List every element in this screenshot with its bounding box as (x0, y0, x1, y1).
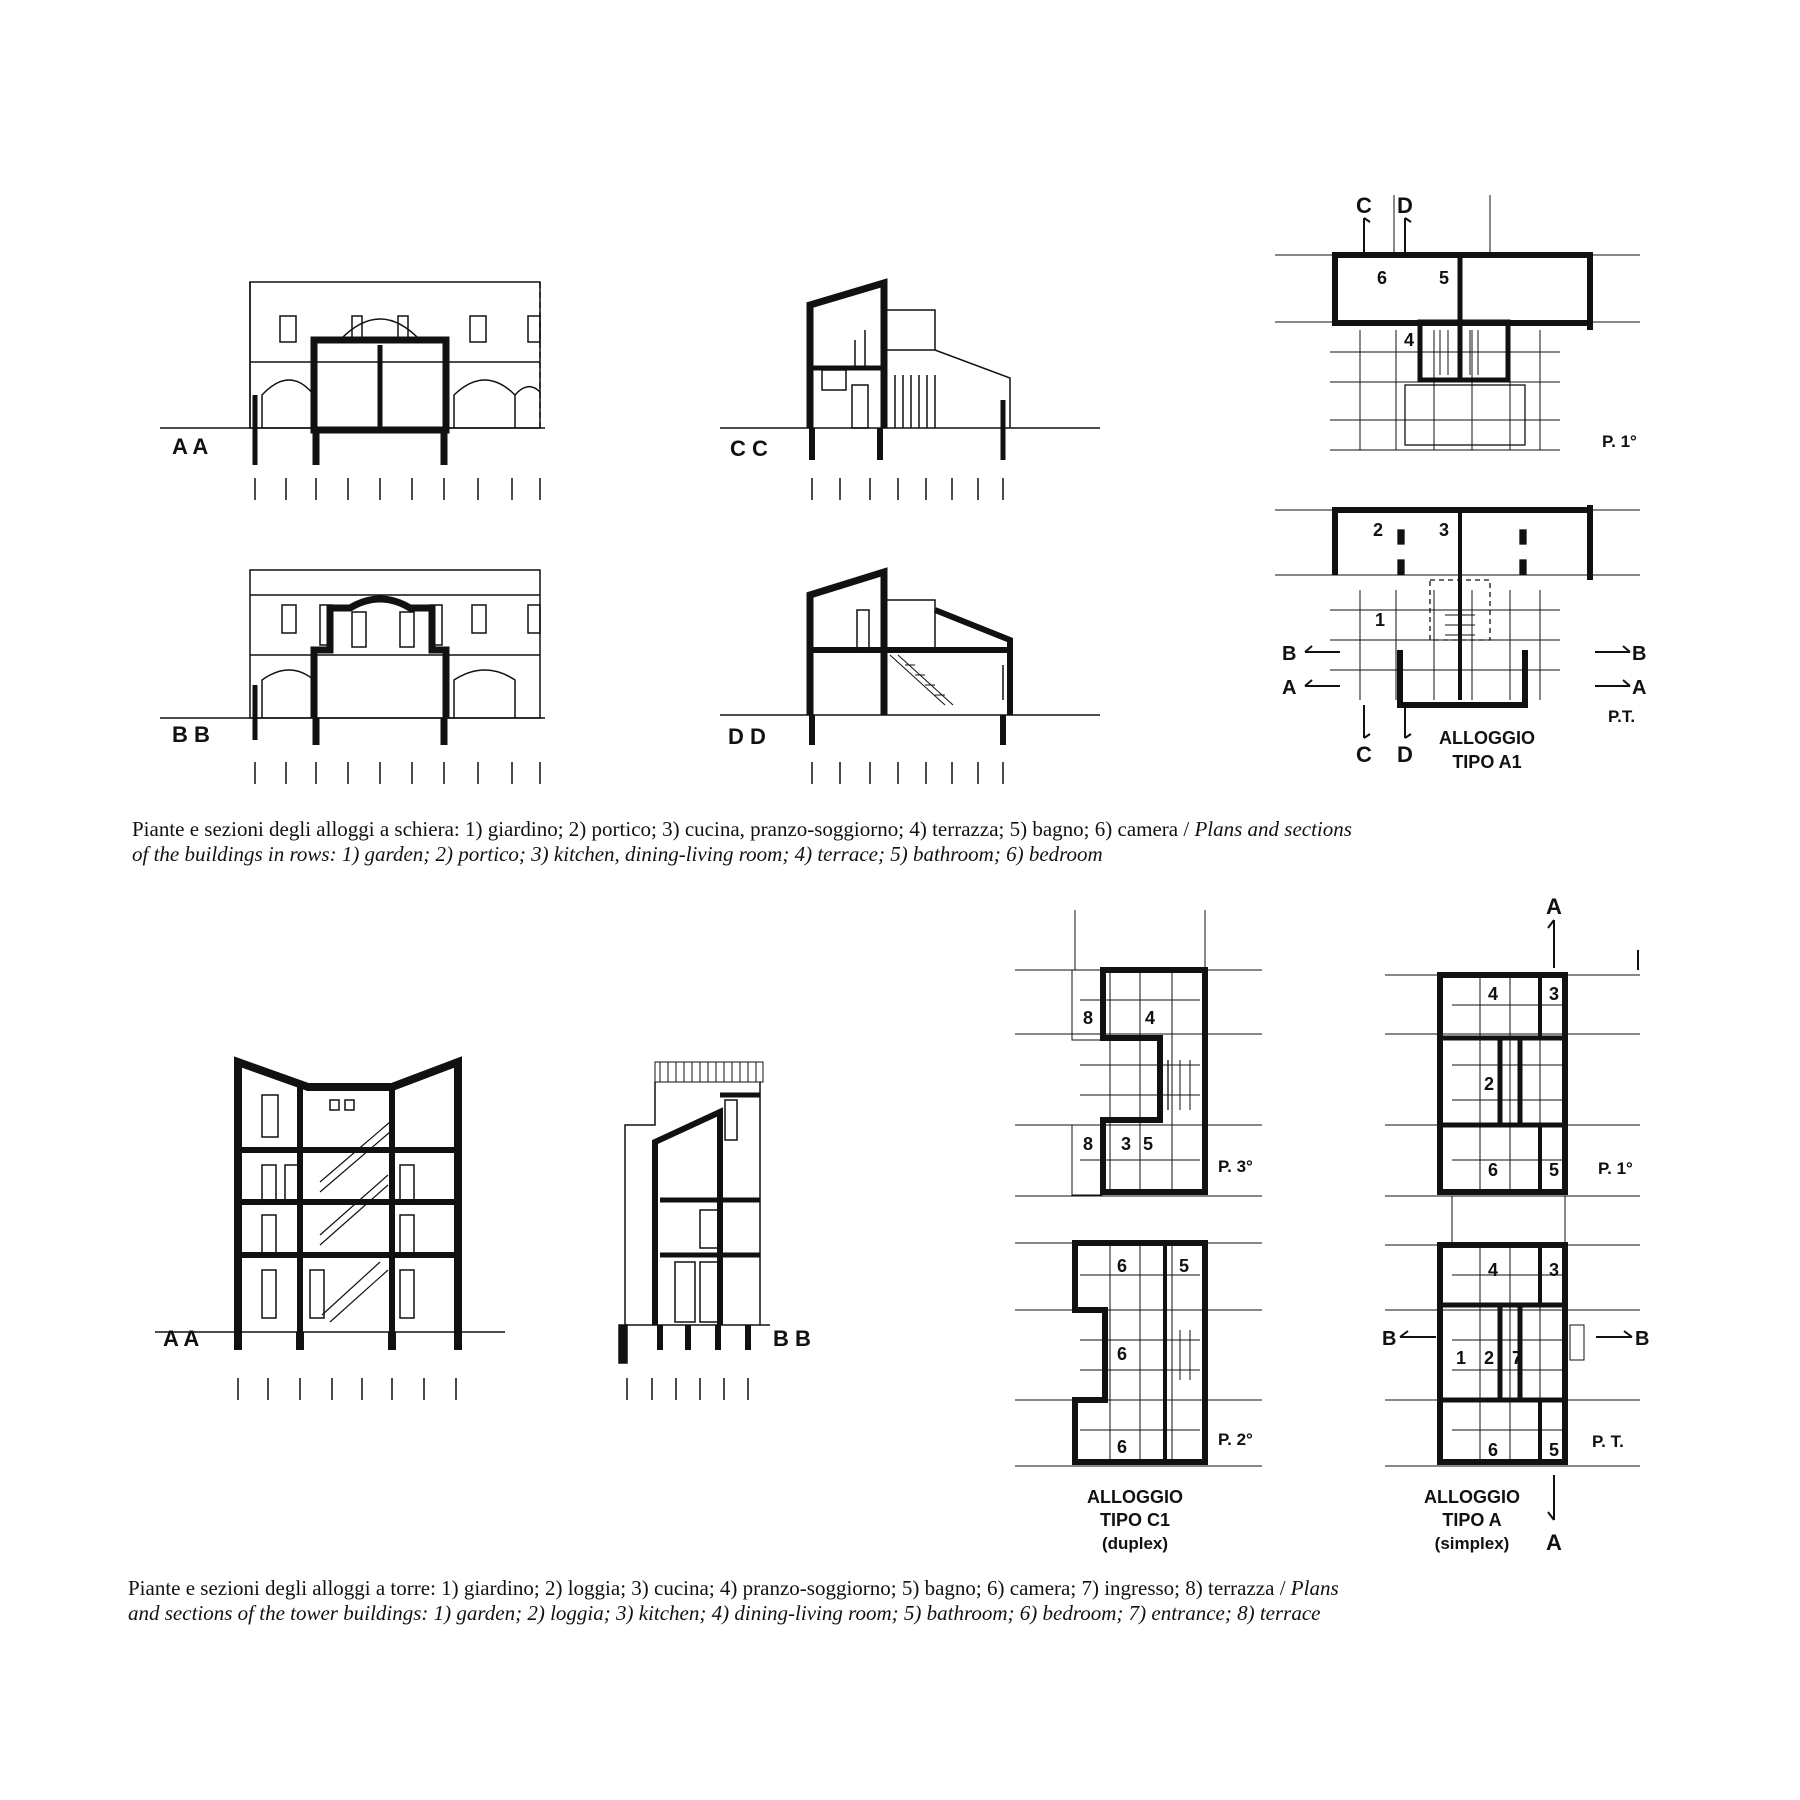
cut-b-right: B (1632, 643, 1647, 665)
room-number: 5 (1438, 268, 1450, 288)
plan-c1-labels (1087, 1157, 1253, 1553)
room-number: 5 (1178, 1256, 1190, 1276)
plan-tipo-a1 (1275, 195, 1640, 738)
room-number: 6 (1116, 1437, 1128, 1457)
room-number: 4 (1403, 330, 1415, 350)
room-number: 6 (1487, 1440, 1499, 1460)
caption-italian: Piante e sezioni degli alloggi a schiera: 1) giardino; 2) portico; 3) cucina, pranzo-soggiorno; 4) terrazza; 5) bagno; 6) camera / (132, 817, 1195, 841)
caption-towers (128, 1576, 1339, 1626)
section-d-label: D D (728, 724, 766, 749)
caption-line (128, 1601, 1339, 1626)
room-number: 5 (1548, 1160, 1560, 1180)
caption-english-start: Plans (1290, 1576, 1339, 1600)
room-number: 6 (1116, 1256, 1128, 1276)
section-b-label: B B (172, 722, 210, 747)
cut-b-right: B (1635, 1328, 1650, 1350)
room-number: 3 (1438, 520, 1450, 540)
caption-english-start: Plans and sections (1194, 817, 1352, 841)
caption-english-rest: of the buildings in rows: 1) garden; 2) portico; 3) kitchen, dining-living room; 4) terrace; 5) bathroom; 6) bedroom (132, 842, 1103, 866)
room-number: 2 (1483, 1348, 1495, 1368)
room-number: 4 (1487, 984, 1499, 1004)
row-section-b-b (160, 570, 545, 784)
level-label-lower: P. T. (1592, 1432, 1624, 1451)
room-number: 6 (1116, 1344, 1128, 1364)
section-c-label: C C (730, 436, 768, 461)
room-number: 6 (1376, 268, 1388, 288)
cut-d-top: D (1397, 193, 1413, 218)
room-number: 8 (1082, 1008, 1094, 1028)
caption-italian: Piante e sezioni degli alloggi a torre: 1) giardino; 2) loggia; 3) cucina; 4) pranzo-soggiorno; 5) bagno; 6) camera; 7) ingresso; 8) terrazza / (128, 1576, 1291, 1600)
room-number: 4 (1144, 1008, 1156, 1028)
caption-line (132, 817, 1352, 842)
plan-a-room-numbers (1456, 984, 1559, 1460)
cut-c-top: C (1356, 193, 1372, 218)
caption-line (128, 1576, 1339, 1601)
room-number: 3 (1548, 1260, 1560, 1280)
room-number: 6 (1487, 1160, 1499, 1180)
plan-title-line3: (simplex) (1434, 1534, 1510, 1553)
room-number: 8 (1082, 1134, 1094, 1154)
plan-title-line1: ALLOGGIO (1087, 1487, 1183, 1507)
plan-a-labels (1382, 894, 1649, 1555)
tower-section-b-b (619, 1062, 770, 1400)
cut-a-top: A (1546, 894, 1562, 919)
room-number: 5 (1548, 1440, 1560, 1460)
room-number: 2 (1483, 1074, 1495, 1094)
level-label-upper: P. 3° (1218, 1157, 1253, 1176)
level-label-upper: P. 1° (1598, 1159, 1633, 1178)
tower-section-a-label: A A (163, 1326, 200, 1351)
row-section-d-d (720, 572, 1100, 784)
row-section-a-a (160, 282, 545, 500)
room-number: 3 (1548, 984, 1560, 1004)
room-number: 5 (1142, 1134, 1154, 1154)
plan-title-line1: ALLOGGIO (1439, 728, 1535, 748)
caption-english-rest: and sections of the tower buildings: 1) garden; 2) loggia; 3) kitchen; 4) dining-living room; 5) bathroom; 6) bedroom; 7) entrance; 8) terrace (128, 1601, 1321, 1625)
plan-title-line2: TIPO A1 (1452, 752, 1522, 772)
caption-rows (132, 817, 1352, 867)
plan-tipo-c1 (1015, 910, 1262, 1466)
room-number: 1 (1455, 1348, 1467, 1368)
plan-title-line3: (duplex) (1101, 1534, 1169, 1553)
room-number: 7 (1511, 1348, 1523, 1368)
room-number: 4 (1487, 1260, 1499, 1280)
level-label-lower: P. 2° (1218, 1430, 1253, 1449)
cut-b-left: B (1282, 643, 1297, 665)
tower-section-a-a (155, 1062, 505, 1400)
row-section-c-c (720, 283, 1100, 500)
cut-c-bottom: C (1356, 742, 1372, 767)
cut-a-bottom: A (1546, 1530, 1562, 1555)
plan-title-line1: ALLOGGIO (1424, 1487, 1520, 1507)
plan-title-line2: TIPO C1 (1099, 1510, 1171, 1530)
plan-title-line2: TIPO A (1442, 1510, 1502, 1530)
plan-tipo-a (1385, 920, 1640, 1520)
section-a-label: A A (172, 434, 209, 459)
room-number: 2 (1372, 520, 1384, 540)
cut-d-bottom: D (1397, 742, 1413, 767)
room-number: 1 (1374, 610, 1386, 630)
caption-line (132, 842, 1352, 867)
level-label-upper: P. 1° (1602, 432, 1637, 451)
tower-section-b-label: B B (773, 1326, 811, 1351)
cut-b-left: B (1382, 1328, 1397, 1350)
room-number: 3 (1120, 1134, 1132, 1154)
level-label-lower: P.T. (1608, 707, 1636, 726)
cut-a-right: A (1632, 677, 1647, 699)
cut-a-left: A (1282, 677, 1297, 699)
plan-c1-room-numbers (1083, 1008, 1189, 1457)
